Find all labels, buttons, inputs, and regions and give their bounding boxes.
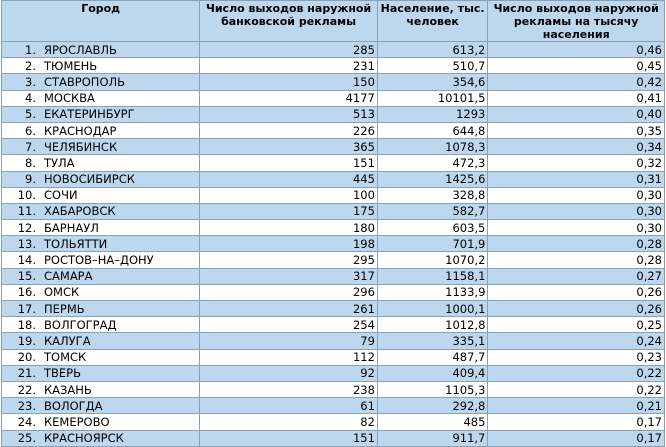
cell-city: [2, 301, 200, 317]
table-row: [2, 187, 665, 203]
cell-population: 335,1: [377, 333, 488, 349]
cell-city: [2, 349, 200, 365]
cell-ads: 175: [200, 203, 378, 219]
city-name: КАЛУГА: [44, 333, 91, 348]
cell-per-thousand: 0,31: [488, 171, 665, 187]
cell-population: 409,4: [377, 365, 488, 381]
table-row: [2, 58, 665, 74]
cell-city: [2, 252, 200, 268]
cell-city: [2, 333, 200, 349]
cell-per-thousand: 0,42: [488, 74, 665, 90]
cell-city: [2, 381, 200, 397]
cell-ads: 79: [200, 333, 378, 349]
cell-ads: 226: [200, 122, 378, 138]
row-number: 15.: [17, 269, 36, 284]
cell-ads: 61: [200, 398, 378, 414]
table-row: [2, 139, 665, 155]
cell-ads: 365: [200, 139, 378, 155]
cell-city: [2, 398, 200, 414]
cell-ads: 238: [200, 381, 378, 397]
cell-ads: 261: [200, 301, 378, 317]
cell-per-thousand: 0,26: [488, 284, 665, 300]
city-name: КЕМЕРОВО: [44, 414, 110, 429]
city-name: КРАСНОЯРСК: [44, 431, 124, 446]
table-row: [2, 90, 665, 106]
cell-city: [2, 106, 200, 122]
cell-per-thousand: 0,32: [488, 155, 665, 171]
city-name: РОСТОВ–НА–ДОНУ: [44, 253, 154, 268]
cell-city: [2, 42, 200, 58]
row-number: 10.: [17, 188, 36, 203]
cell-population: 911,7: [377, 430, 488, 446]
row-number: 14.: [17, 253, 36, 268]
row-number: 23.: [17, 398, 36, 413]
cell-population: 1070,2: [377, 252, 488, 268]
row-number: 3.: [25, 74, 36, 89]
city-name: ЕКАТЕРИНБУРГ: [44, 107, 135, 122]
cell-ads: 4177: [200, 90, 378, 106]
city-name: ОМСК: [44, 285, 80, 300]
cell-population: 1012,8: [377, 317, 488, 333]
cell-per-thousand: 0,17: [488, 414, 665, 430]
table-row: [2, 430, 665, 446]
cell-city: [2, 414, 200, 430]
cell-ads: 92: [200, 365, 378, 381]
city-name: НОВОСИБИРСК: [44, 172, 135, 187]
row-number: 19.: [17, 333, 36, 348]
row-number: 8.: [25, 155, 36, 170]
cell-city: [2, 122, 200, 138]
cell-population: 292,8: [377, 398, 488, 414]
city-name: ЯРОСЛАВЛЬ: [44, 42, 117, 57]
cell-population: 1078,3: [377, 139, 488, 155]
table-row: [2, 349, 665, 365]
cell-ads: 151: [200, 155, 378, 171]
cell-city: [2, 58, 200, 74]
cell-city: [2, 365, 200, 381]
cell-per-thousand: 0,27: [488, 268, 665, 284]
city-name: СТАВРОПОЛЬ: [44, 74, 126, 89]
row-number: 17.: [17, 301, 36, 316]
cell-ads: 100: [200, 187, 378, 203]
cell-city: [2, 220, 200, 236]
cell-ads: 150: [200, 74, 378, 90]
table-row: [2, 203, 665, 219]
cell-city: [2, 203, 200, 219]
city-name: ТОМСК: [44, 350, 87, 365]
cell-per-thousand: 0,34: [488, 139, 665, 155]
city-name: ТЮМЕНЬ: [44, 58, 98, 73]
cell-per-thousand: 0,17: [488, 430, 665, 446]
cell-per-thousand: 0,41: [488, 90, 665, 106]
cell-ads: 317: [200, 268, 378, 284]
cell-city: [2, 139, 200, 155]
header-per-thousand: Число выходов наружной рекламы на тысячу населения: [488, 1, 665, 42]
cell-per-thousand: 0,22: [488, 365, 665, 381]
city-name: БАРНАУЛ: [44, 220, 99, 235]
row-number: 24.: [17, 414, 36, 429]
cell-ads: 231: [200, 58, 378, 74]
cell-per-thousand: 0,30: [488, 220, 665, 236]
table-row: [2, 220, 665, 236]
city-name: ЧЕЛЯБИНСК: [44, 139, 118, 154]
city-name: ТОЛЬЯТТИ: [44, 236, 108, 251]
city-name: ТВЕРЬ: [44, 366, 82, 381]
cell-ads: 82: [200, 414, 378, 430]
cell-city: [2, 155, 200, 171]
cell-city: [2, 187, 200, 203]
row-number: 6.: [25, 123, 36, 138]
row-number: 20.: [17, 350, 36, 365]
row-number: 22.: [17, 382, 36, 397]
cell-ads: 295: [200, 252, 378, 268]
row-number: 7.: [25, 139, 36, 154]
cell-per-thousand: 0,40: [488, 106, 665, 122]
cell-ads: 112: [200, 349, 378, 365]
cell-population: 613,2: [377, 42, 488, 58]
cell-city: [2, 268, 200, 284]
cell-population: 10101,5: [377, 90, 488, 106]
cell-population: 487,7: [377, 349, 488, 365]
cell-city: [2, 74, 200, 90]
table-row: [2, 333, 665, 349]
cell-city: [2, 430, 200, 446]
cell-city: [2, 236, 200, 252]
city-name: СОЧИ: [44, 188, 78, 203]
city-name: ХАБАРОВСК: [44, 204, 116, 219]
row-number: 2.: [25, 58, 36, 73]
city-name: ВОЛГОГРАД: [44, 317, 117, 332]
cell-ads: 296: [200, 284, 378, 300]
cell-population: 603,5: [377, 220, 488, 236]
table-row: [2, 365, 665, 381]
cell-per-thousand: 0,26: [488, 301, 665, 317]
cell-per-thousand: 0,21: [488, 398, 665, 414]
cell-population: 1425,6: [377, 171, 488, 187]
city-name: ПЕРМЬ: [44, 301, 85, 316]
row-number: 11.: [17, 204, 36, 219]
header-city: Город: [2, 1, 200, 42]
table-row: [2, 268, 665, 284]
table-row: [2, 252, 665, 268]
city-ads-table: [1, 0, 665, 447]
cell-population: 1133,9: [377, 284, 488, 300]
header-ads: Число выходов наружной банковской рекламы: [200, 1, 378, 42]
table-row: [2, 284, 665, 300]
city-name: МОСКВА: [44, 91, 95, 106]
cell-per-thousand: 0,45: [488, 58, 665, 74]
table-row: [2, 301, 665, 317]
cell-population: 701,9: [377, 236, 488, 252]
row-number: 4.: [25, 91, 36, 106]
cell-per-thousand: 0,30: [488, 203, 665, 219]
table-row: [2, 398, 665, 414]
cell-population: 472,3: [377, 155, 488, 171]
table-header-row: [2, 1, 665, 42]
cell-city: [2, 317, 200, 333]
row-number: 25.: [17, 431, 36, 446]
cell-per-thousand: 0,46: [488, 42, 665, 58]
table-row: [2, 381, 665, 397]
cell-ads: 513: [200, 106, 378, 122]
cell-city: [2, 284, 200, 300]
cell-ads: 285: [200, 42, 378, 58]
city-name: САМАРА: [44, 269, 93, 284]
row-number: 12.: [17, 220, 36, 235]
city-name: КРАСНОДАР: [44, 123, 117, 138]
city-name: ВОЛОГДА: [44, 398, 103, 413]
table-row: [2, 106, 665, 122]
cell-ads: 254: [200, 317, 378, 333]
city-name: КАЗАНЬ: [44, 382, 92, 397]
table-row: [2, 155, 665, 171]
cell-population: 1158,1: [377, 268, 488, 284]
cell-population: 510,7: [377, 58, 488, 74]
cell-per-thousand: 0,28: [488, 236, 665, 252]
cell-population: 582,7: [377, 203, 488, 219]
row-number: 1.: [25, 42, 36, 57]
cell-ads: 151: [200, 430, 378, 446]
city-name: ТУЛА: [44, 155, 75, 170]
cell-population: 1000,1: [377, 301, 488, 317]
cell-per-thousand: 0,22: [488, 381, 665, 397]
cell-population: 328,8: [377, 187, 488, 203]
table-row: [2, 42, 665, 58]
table-row: [2, 74, 665, 90]
cell-per-thousand: 0,25: [488, 317, 665, 333]
cell-ads: 198: [200, 236, 378, 252]
cell-per-thousand: 0,23: [488, 349, 665, 365]
row-number: 13.: [17, 236, 36, 251]
table-row: [2, 122, 665, 138]
row-number: 18.: [17, 317, 36, 332]
cell-per-thousand: 0,28: [488, 252, 665, 268]
row-number: 9.: [25, 172, 36, 187]
cell-population: 1293: [377, 106, 488, 122]
cell-ads: 445: [200, 171, 378, 187]
cell-population: 644,8: [377, 122, 488, 138]
cell-city: [2, 171, 200, 187]
row-number: 21.: [17, 366, 36, 381]
cell-population: 1105,3: [377, 381, 488, 397]
table-row: [2, 414, 665, 430]
cell-city: [2, 90, 200, 106]
cell-per-thousand: 0,24: [488, 333, 665, 349]
table-row: [2, 317, 665, 333]
cell-population: 354,6: [377, 74, 488, 90]
header-population: Население, тыс. человек: [377, 1, 488, 42]
cell-ads: 180: [200, 220, 378, 236]
table-row: [2, 236, 665, 252]
cell-per-thousand: 0,30: [488, 187, 665, 203]
cell-per-thousand: 0,35: [488, 122, 665, 138]
row-number: 5.: [25, 107, 36, 122]
cell-population: 485: [377, 414, 488, 430]
row-number: 16.: [17, 285, 36, 300]
table-row: [2, 171, 665, 187]
